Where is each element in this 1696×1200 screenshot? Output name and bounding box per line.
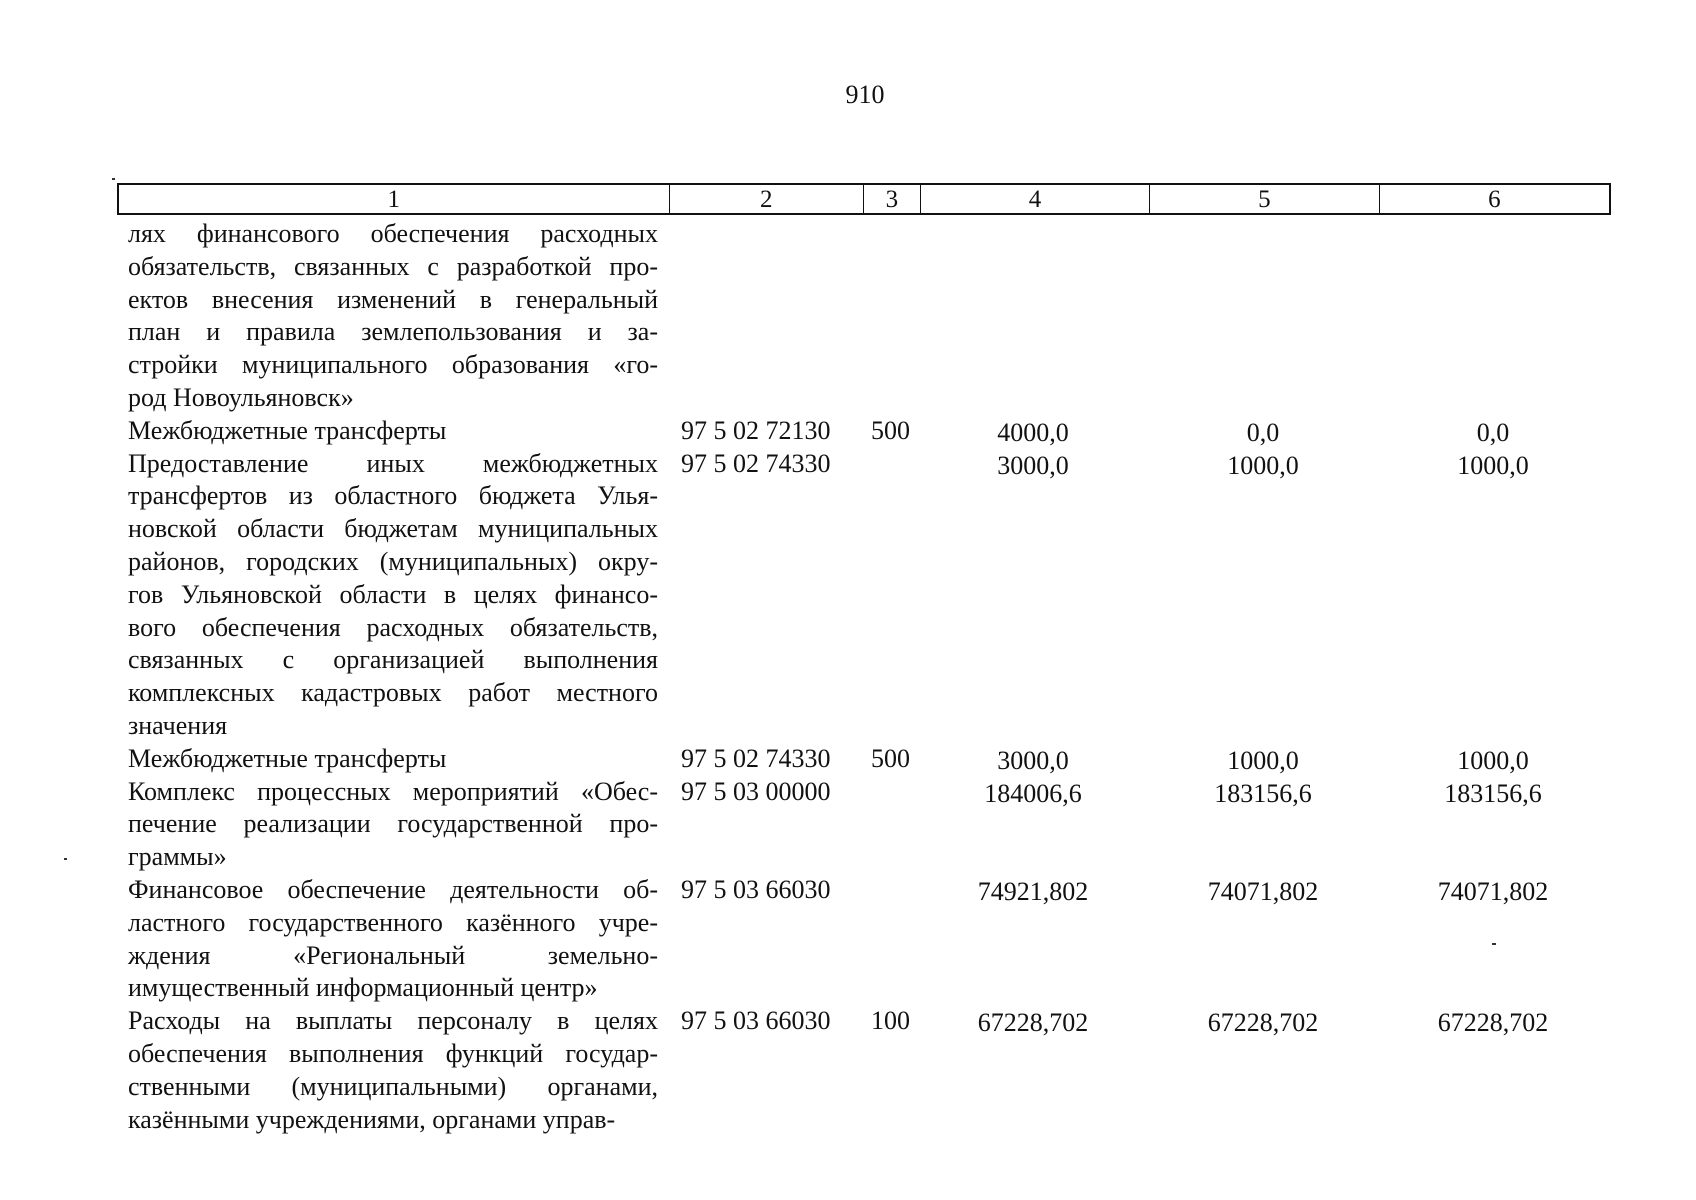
row-value-col5: 67228,702 — [1207, 1008, 1319, 1038]
table-body — [0, 218, 1696, 1136]
row-value-col4: 4000,0 — [997, 417, 1069, 447]
header-col-1: 1 — [119, 185, 670, 213]
row-code: 97 5 03 66030 — [681, 1006, 831, 1036]
scan-speck — [112, 178, 115, 180]
description-line: вого обеспечения расходных обязательств, — [128, 612, 658, 642]
header-col-4: 4 — [921, 185, 1150, 213]
row-value-col6: 1000,0 — [1457, 450, 1529, 480]
description-line: Предоставление иных межбюджетных — [128, 448, 658, 478]
description-line: план и правила землепользования и за- — [128, 317, 658, 347]
row-value-col4: 3000,0 — [997, 745, 1069, 775]
row-code: 97 5 03 66030 — [681, 874, 831, 904]
description-line: Комплекс процессных мероприятий «Обес- — [128, 776, 658, 806]
description-line: граммы» — [128, 842, 227, 872]
description-line: Расходы на выплаты персоналу в целях — [128, 1006, 658, 1036]
row-code: 97 5 03 00000 — [681, 776, 831, 806]
description-line: Финансовое обеспечение деятельности об- — [128, 874, 658, 904]
row-description — [128, 415, 658, 448]
table-row — [0, 776, 1696, 874]
row-value-col4: 67228,702 — [977, 1008, 1089, 1038]
row-value-col4: 74921,802 — [977, 876, 1089, 906]
row-description — [128, 448, 658, 743]
row-value-col4: 184006,6 — [984, 778, 1082, 808]
description-line: Межбюджетные трансферты — [128, 415, 447, 445]
row-expense-type: 100 — [871, 1006, 910, 1036]
row-value-col6: 183156,6 — [1444, 778, 1542, 808]
description-line: Межбюджетные трансферты — [128, 743, 447, 773]
row-code: 97 5 02 72130 — [681, 415, 831, 445]
row-value-col6: 74071,802 — [1437, 876, 1549, 906]
description-line: имущественный информационный центр» — [128, 973, 598, 1003]
description-line: печение реализации государственной про- — [128, 809, 658, 839]
row-description — [128, 776, 658, 874]
row-expense-type: 500 — [871, 743, 910, 773]
header-col-3: 3 — [864, 185, 921, 213]
row-description — [128, 218, 658, 415]
row-value-col5: 1000,0 — [1227, 450, 1299, 480]
row-value-col4: 3000,0 — [997, 450, 1069, 480]
row-code: 97 5 02 74330 — [681, 743, 831, 773]
description-line: род Новоульяновск» — [128, 382, 354, 412]
description-line: значения — [128, 710, 228, 740]
row-value-col5: 183156,6 — [1214, 778, 1312, 808]
description-line: районов, городских (муниципальных) окру- — [128, 546, 658, 576]
description-line: обязательств, связанных с разработкой про- — [128, 251, 658, 281]
row-value-col6: 67228,702 — [1437, 1008, 1549, 1038]
row-value-col6: 1000,0 — [1457, 745, 1529, 775]
description-line: новской области бюджетам муниципальных — [128, 514, 658, 544]
description-line: гов Ульяновской области в целях финансо- — [128, 579, 658, 609]
row-value-col5: 74071,802 — [1207, 876, 1319, 906]
description-line: ждения «Региональный земельно- — [128, 940, 658, 970]
description-line: трансфертов из областного бюджета Улья- — [128, 481, 658, 511]
table-row — [0, 448, 1696, 743]
row-description — [128, 1005, 658, 1136]
description-line: связанных с организацией выполнения — [128, 645, 658, 675]
description-line: ластного государственного казённого учре- — [128, 907, 658, 937]
description-line: обеспечения выполнения функций государ- — [128, 1038, 658, 1068]
page-number: 910 — [845, 80, 885, 109]
description-line: ектов внесения изменений в генеральный — [128, 284, 658, 314]
row-value-col5: 0,0 — [1246, 417, 1280, 447]
row-description — [128, 743, 658, 776]
header-col-5: 5 — [1150, 185, 1379, 213]
table-header — [117, 183, 1611, 215]
table-row — [0, 874, 1696, 1005]
row-description — [128, 874, 658, 1005]
table-row — [0, 218, 1696, 415]
row-code: 97 5 02 74330 — [681, 448, 831, 478]
table-row — [0, 1005, 1696, 1136]
description-line: ственными (муниципальными) органами, — [128, 1071, 658, 1101]
description-line: стройки муниципального образования «го- — [128, 350, 658, 380]
header-col-2: 2 — [670, 185, 864, 213]
row-expense-type: 500 — [871, 415, 910, 445]
table-row — [0, 415, 1696, 448]
table-row — [0, 743, 1696, 776]
row-value-col5: 1000,0 — [1227, 745, 1299, 775]
row-value-col6: 0,0 — [1476, 417, 1510, 447]
description-line: лях финансового обеспечения расходных — [128, 219, 658, 248]
description-line: комплексных кадастровых работ местного — [128, 678, 658, 708]
description-line: казёнными учреждениями, органами управ- — [128, 1104, 616, 1134]
header-col-6: 6 — [1488, 186, 1501, 213]
